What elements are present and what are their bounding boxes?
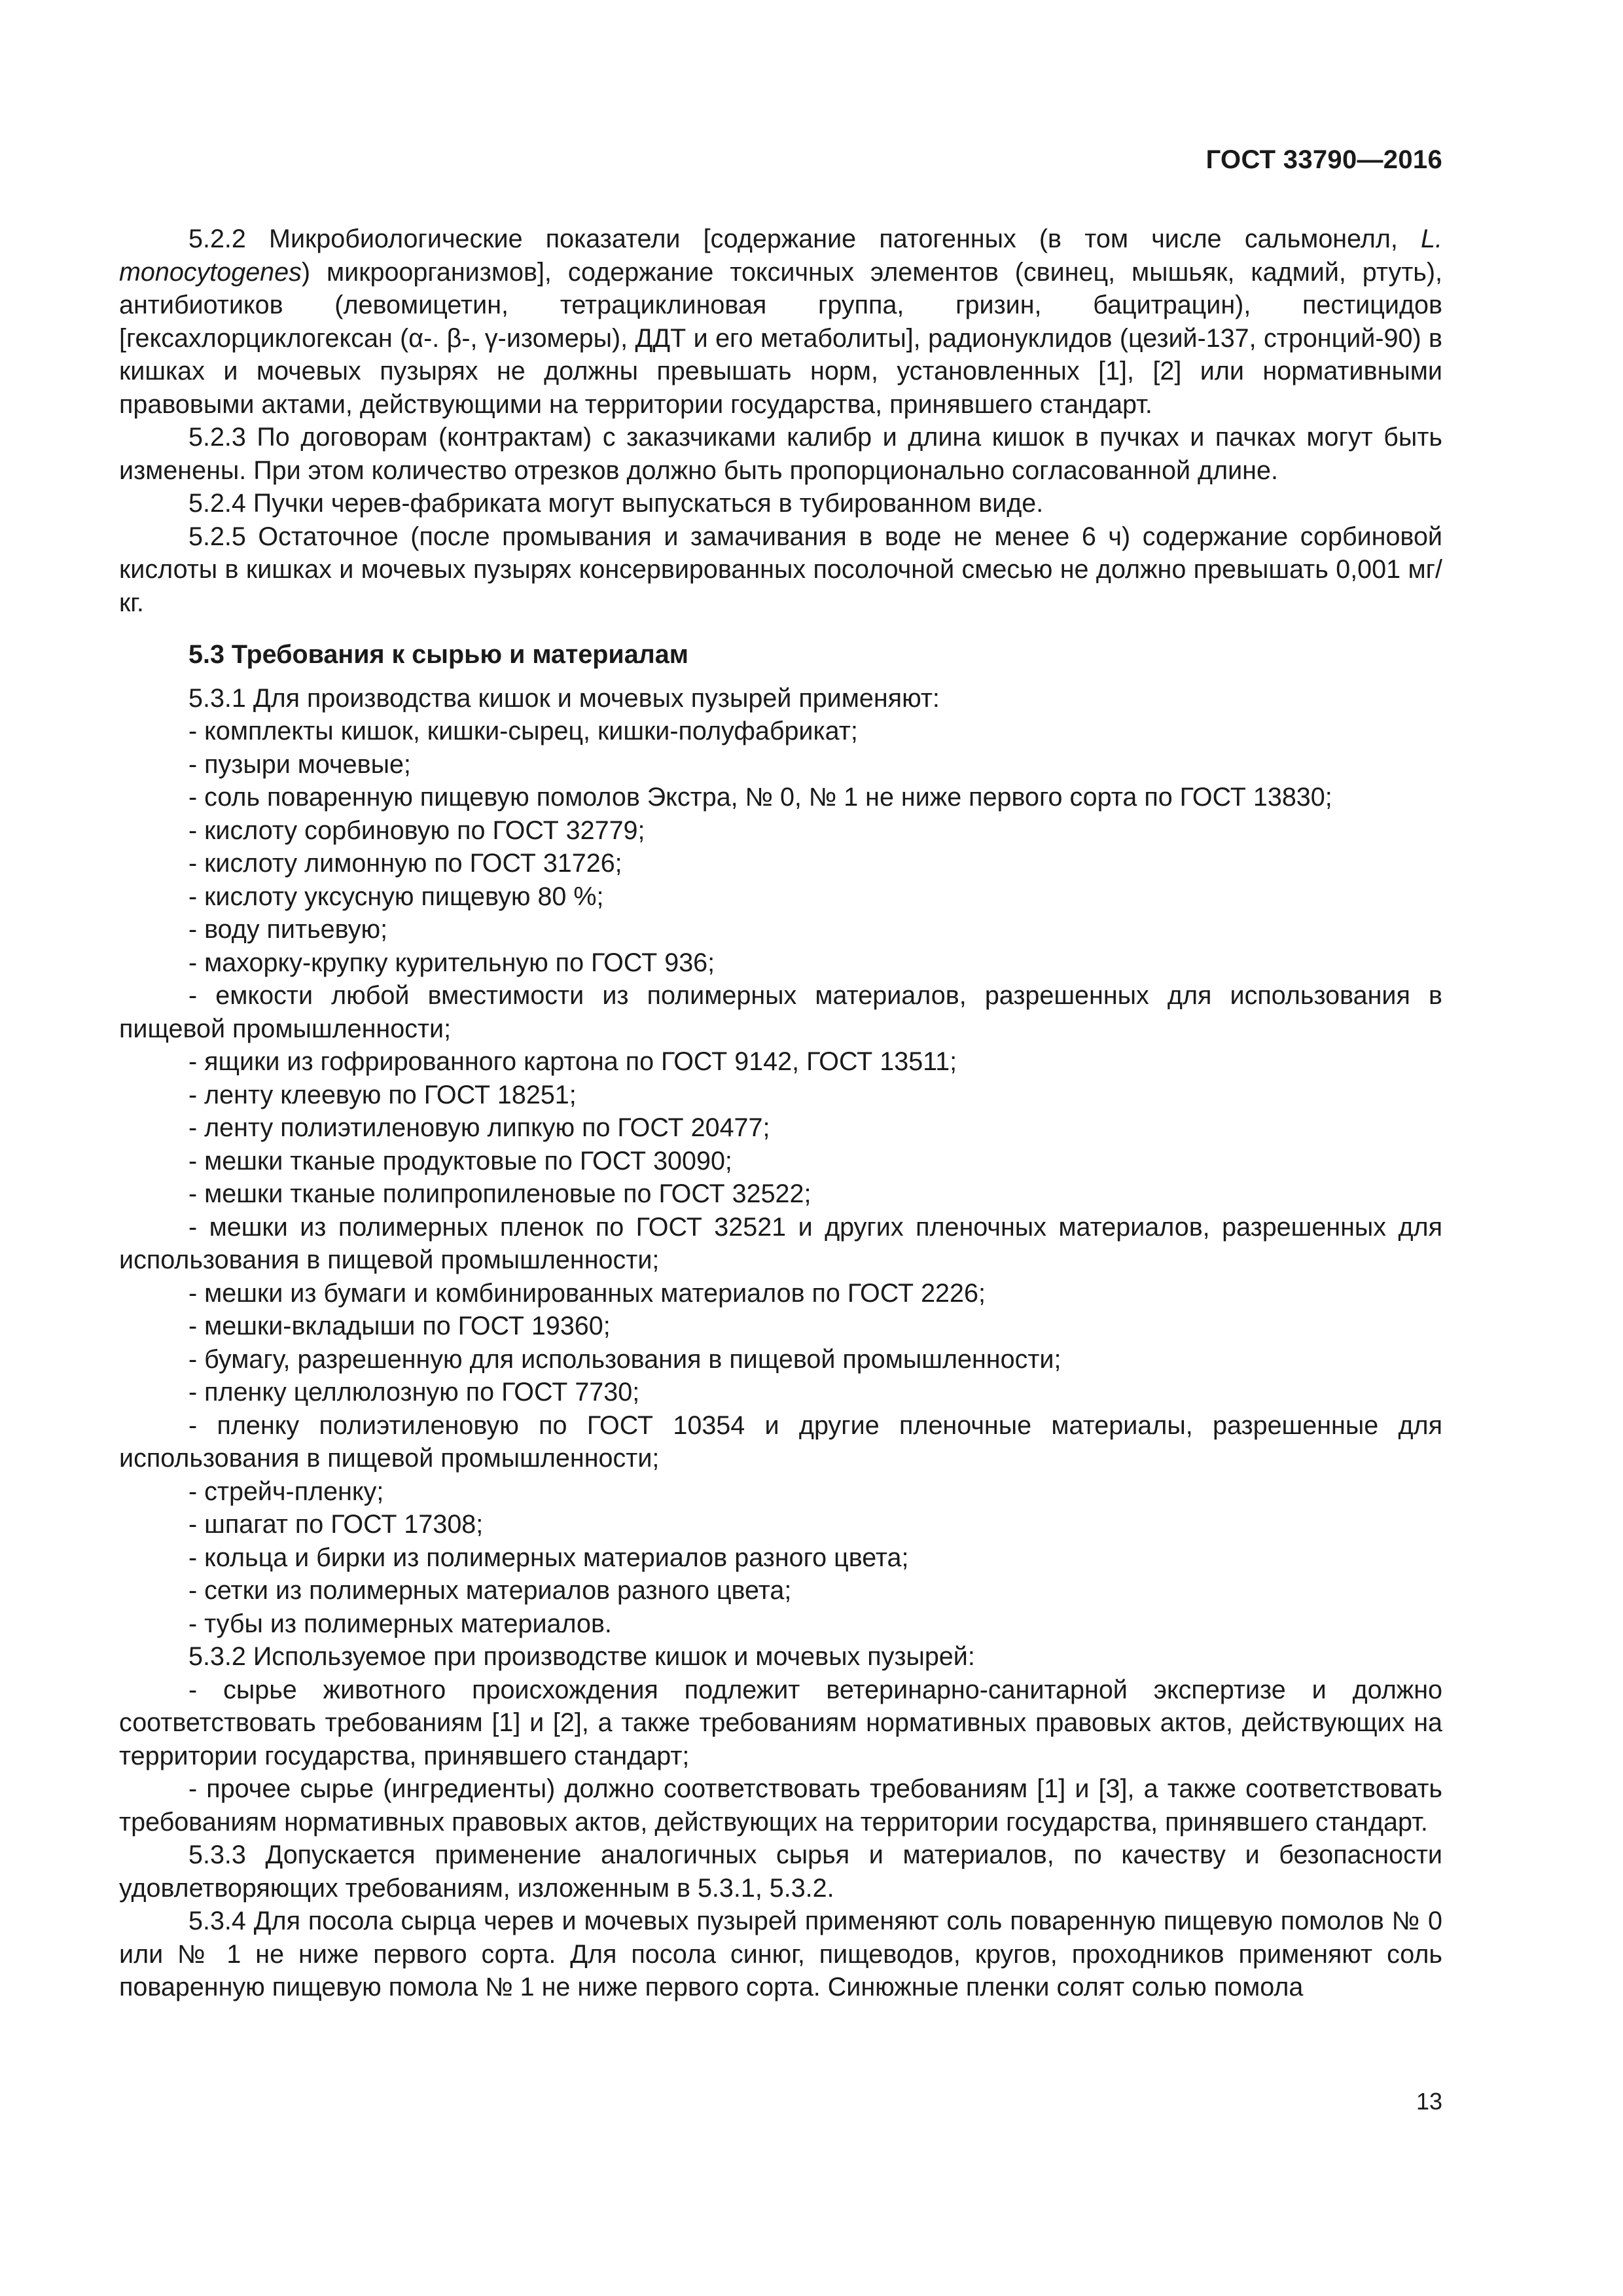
list-item: - тубы из полимерных материалов.: [188, 1609, 612, 1638]
list-item: - воду питьевую;: [188, 915, 388, 944]
paragraph-5-2-2: [119, 223, 1442, 421]
paragraph-5-3-1-intro: 5.3.1 Для производства кишок и мочевых пузырей применяют:: [188, 683, 940, 713]
list-item: - мешки из бумаги и комбинированных материалов по ГОСТ 2226;: [188, 1278, 986, 1308]
paragraph-5-2-2-tail: ) микроорганизмов], содержание токсичных элементов (свинец, мышьяк, кадмий, ртуть), антибиотиков (левомицетин, тетрациклиновая группа, гризин, бацитрацин), пестицидов [гексахлорциклогексан (α-. β-, γ-изомеры), ДДТ и его метаболиты], радионуклидов (цезий-137, стронций-90) в кишках и мочевых пузырях не должны превышать норм, установленных [1], [2] или нормативными правовыми актами, действующими на территории государства, принявшего стандарт.: [119, 257, 1442, 419]
paragraph-5-2-4: 5.2.4 Пучки черев-фабриката могут выпускаться в тубированном виде.: [188, 489, 1044, 518]
list-item: - соль поваренную пищевую помолов Экстра, № 0, № 1 не ниже первого сорта по ГОСТ 13830;: [188, 783, 1332, 812]
list-item: - комплекты кишок, кишки-сырец, кишки-полуфабрикат;: [188, 717, 858, 745]
section-title-5-3: 5.3 Требования к сырью и материалам: [188, 640, 688, 669]
list-item: - пузыри мочевые;: [188, 749, 411, 779]
list-item: - кислоту уксусную пищевую 80 %;: [188, 882, 604, 911]
list-item: - сетки из полимерных материалов разного цвета;: [188, 1576, 792, 1605]
list-item: - пленку полиэтиленовую по ГОСТ 10354 и другие пленочные материалы, разрешенные для использования в пищевой промышленности;: [119, 1410, 1442, 1473]
paragraph-5-2-2-lead: 5.2.2 Микробиологические показатели [содержание патогенных (в том числе сальмонелл,: [188, 224, 1421, 253]
paragraph-5-2-3: 5.2.3 По договорам (контрактам) с заказчиками калибр и длина кишок в пучках и пачках могут быть изменены. При этом количество отрезков должно быть пропорционально согласованной длине.: [119, 423, 1442, 485]
paragraph-5-2-5: 5.2.5 Остаточное (после промывания и замачивания в воде не менее 6 ч) содержание сорбиновой кислоты в кишках и мочевых пузырях консервированных посолочной смесью не должно превышать 0,001 мг/кг.: [119, 522, 1442, 617]
materials-list: [119, 715, 1442, 1640]
list-item: - мешки тканые полипропиленовые по ГОСТ 32522;: [188, 1179, 812, 1208]
list-item: - мешки-вкладыши по ГОСТ 19360;: [188, 1312, 611, 1340]
list-item: - мешки тканые продуктовые по ГОСТ 30090;: [188, 1146, 732, 1175]
species-name: L. monocytogenes: [119, 224, 1442, 287]
list-item: - стрейч-пленку;: [188, 1477, 384, 1506]
page-number: 13: [1416, 2088, 1442, 2115]
list-item: - емкости любой вместимости из полимерных материалов, разрешенных для использования в пищевой промышленности;: [119, 981, 1442, 1043]
list-item: - махорку-крупку курительную по ГОСТ 936;: [188, 948, 715, 977]
paragraph-5-3-4: 5.3.4 Для посола сырца черев и мочевых пузырей применяют соль поваренную пищевую помолов № 0 или № 1 не ниже первого сорта. Для посола синюг, пищеводов, кругов, проходников применяют соль поваренную пищевую помола № 1 не ниже первого сорта. Синюжные пленки солят солью помола: [119, 1907, 1442, 2001]
list-item: - прочее сырье (ингредиенты) должно соответствовать требованиям [1] и [3], а также соответствовать требованиям нормативных правовых актов, действующих на территории государства, принявшего стандарт.: [119, 1774, 1442, 1837]
paragraph-5-3-3: 5.3.3 Допускается применение аналогичных сырья и материалов, по качеству и безопасности удовлетворяющих требованиям, изложенным в 5.3.1, 5.3.2.: [119, 1840, 1442, 1903]
list-item: - кислоту сорбиновую по ГОСТ 32779;: [188, 816, 645, 845]
document-header: ГОСТ 33790—2016: [1205, 145, 1442, 174]
list-item: - кольца и бирки из полимерных материалов разного цвета;: [188, 1543, 909, 1572]
list-item: - ящики из гофрированного картона по ГОСТ 9142, ГОСТ 13511;: [188, 1047, 957, 1076]
list-item: - ленту полиэтиленовую липкую по ГОСТ 20477;: [188, 1113, 770, 1142]
list-item: - мешки из полимерных пленок по ГОСТ 32521 и других пленочных материалов, разрешенных для использования в пищевой промышленности;: [119, 1212, 1442, 1274]
list-item: - бумагу, разрешенную для использования в пищевой промышленности;: [188, 1344, 1061, 1374]
list-item: - сырье животного происхождения подлежит ветеринарно-санитарной экспертизе и должно соответствовать требованиям [1] и [2], а также требованиям нормативных правовых актов, действующих на территории государства, принявшего стандарт;: [119, 1675, 1442, 1770]
list-item: - кислоту лимонную по ГОСТ 31726;: [188, 849, 622, 878]
list-item: - ленту клеевую по ГОСТ 18251;: [188, 1080, 577, 1109]
list-item: - шпагат по ГОСТ 17308;: [188, 1510, 484, 1539]
paragraph-5-3-2-intro: 5.3.2 Используемое при производстве кишок и мочевых пузырей:: [188, 1642, 975, 1671]
list-item: - пленку целлюлозную по ГОСТ 7730;: [188, 1378, 640, 1407]
document-body: [119, 223, 1442, 2004]
